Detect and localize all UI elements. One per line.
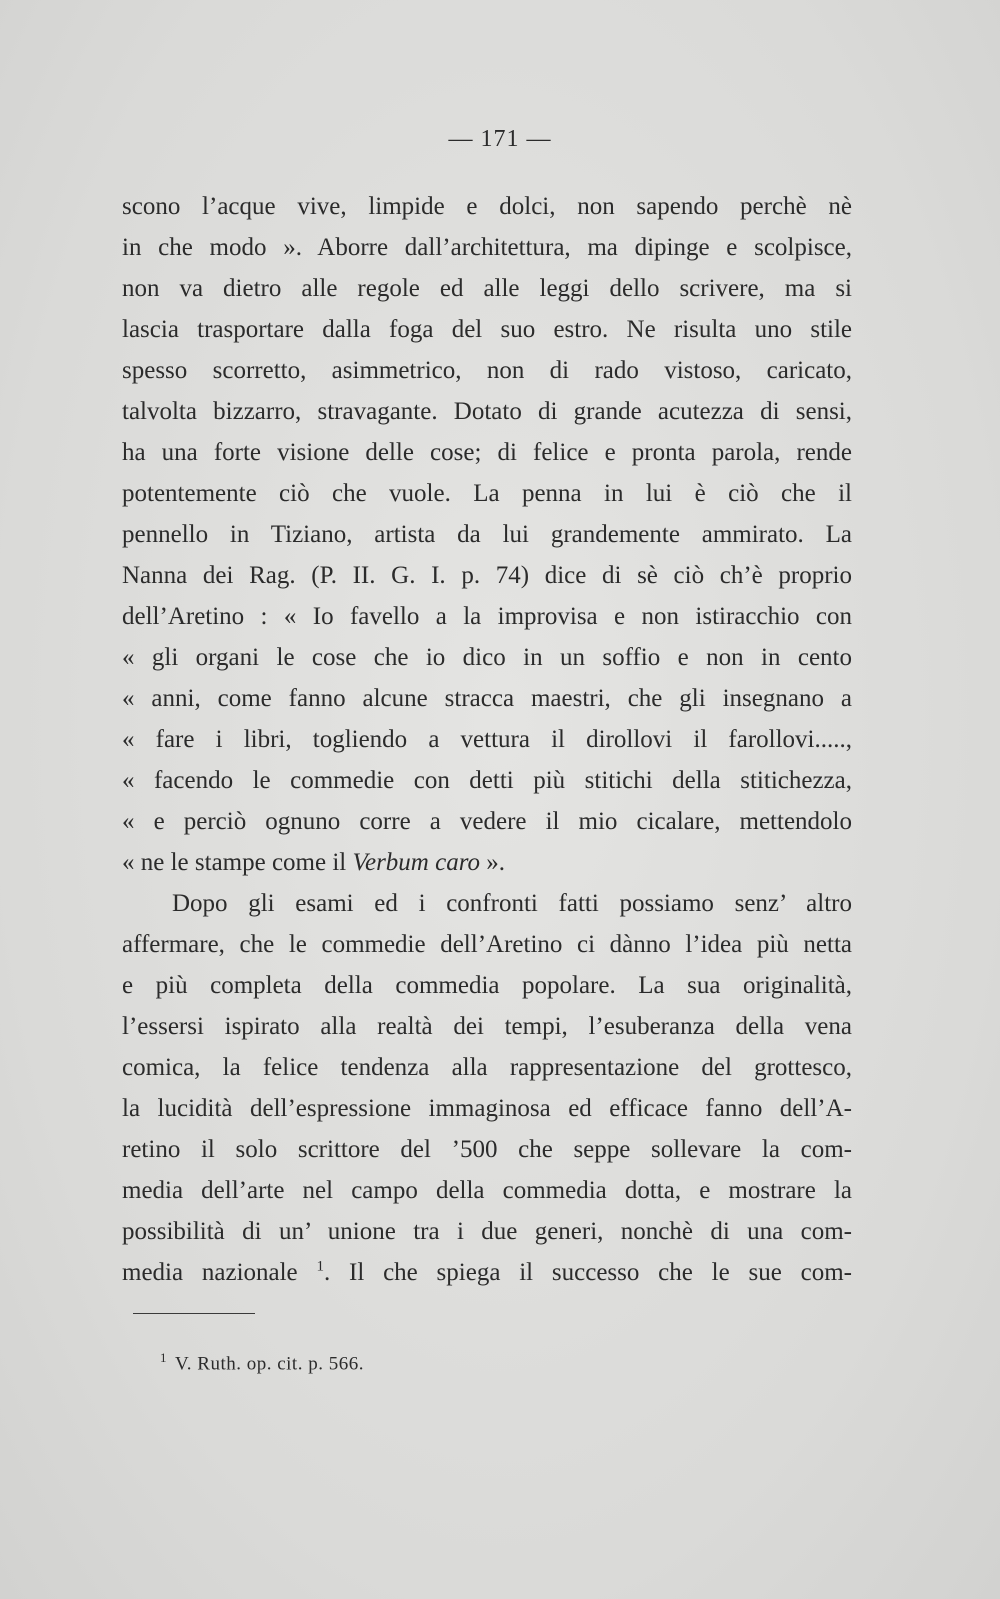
footnote-reference[interactable]: 1 — [316, 1258, 324, 1275]
footnote-divider — [133, 1313, 255, 1314]
text-line: « anni, come fanno alcune stracca maestri, che gli insegnano a — [122, 685, 852, 712]
paragraph-line-last — [122, 1252, 852, 1293]
paragraph-line: e più completa della commedia popolare. La sua originalità, — [122, 972, 852, 999]
text-line: « e perciò ognuno corre a vedere il mio cicalare, mettendolo — [122, 808, 852, 835]
paragraph-line: comica, la felice tendenza alla rappresentazione del grottesco, — [122, 1054, 852, 1081]
text-line: scono l’acque vive, limpide e dolci, non sapendo perchè nè — [122, 193, 852, 220]
footnote-marker: 1 — [160, 1350, 167, 1365]
page-number: — 171 — — [448, 126, 552, 152]
paragraph-line: possibilità di un’ unione tra i due generi, nonchè di una com- — [122, 1218, 852, 1245]
text-line: lascia trasportare dalla foga del suo estro. Ne risulta uno stile — [122, 316, 852, 343]
text-line: non va dietro alle regole ed alle leggi dello scrivere, ma si — [122, 275, 852, 302]
italic-phrase: Verbum caro — [352, 849, 481, 876]
paragraph-line: media dell’arte nel campo della commedia dotta, e mostrare la — [122, 1177, 852, 1204]
main-text — [122, 186, 852, 1293]
paragraph-line-end: . Il che spiega il successo che le sue com- — [323, 1259, 852, 1286]
paragraph-line: retino il solo scrittore del ’500 che seppe sollevare la com- — [122, 1136, 852, 1163]
text-line: « ne le stampe come il Verbum caro ». — [122, 849, 506, 876]
text-line: talvolta bizzarro, stravagante. Dotato di grande acutezza di sensi, — [122, 398, 852, 425]
text-line: « facendo le commedie con detti più stitichi della stitichezza, — [122, 767, 852, 794]
text-line: dell’Aretino : « Io favello a la improvisa e non istiracchio con — [122, 603, 852, 630]
paragraph-line: l’essersi ispirato alla realtà dei tempi, l’esuberanza della vena — [122, 1013, 852, 1040]
text-line: ha una forte visione delle cose; di felice e pronta parola, rende — [122, 439, 852, 466]
text-line: « fare i libri, togliendo a vettura il dirollovi il farollovi....., — [122, 726, 852, 753]
footnote-text: V. Ruth. op. cit. p. 566. — [175, 1353, 364, 1375]
text-line: « gli organi le cose che io dico in un soffio e non in cento — [122, 644, 852, 671]
text-line: Nanna dei Rag. (P. II. G. I. p. 74) dice di sè ciò ch’è proprio — [122, 562, 852, 589]
text-line: in che modo ». Aborre dall’architettura, ma dipinge e scolpisce, — [122, 234, 852, 261]
footnote — [160, 1350, 364, 1375]
text-line: pennello in Tiziano, artista da lui grandemente ammirato. La — [122, 521, 852, 548]
paragraph-line: la lucidità dell’espressione immaginosa ed efficace fanno dell’A- — [122, 1095, 852, 1122]
text-line: spesso scorretto, asimmetrico, non di rado vistoso, caricato, — [122, 357, 852, 384]
paragraph-line: affermare, che le commedie dell’Aretino ci dànno l’idea più netta — [122, 931, 852, 958]
text-line: potentemente ciò che vuole. La penna in lui è ciò che il — [122, 480, 852, 507]
paragraph-line: Dopo gli esami ed i confronti fatti possiamo senz’ altro — [172, 890, 852, 917]
paragraph-line-start: media nazionale — [122, 1259, 298, 1286]
